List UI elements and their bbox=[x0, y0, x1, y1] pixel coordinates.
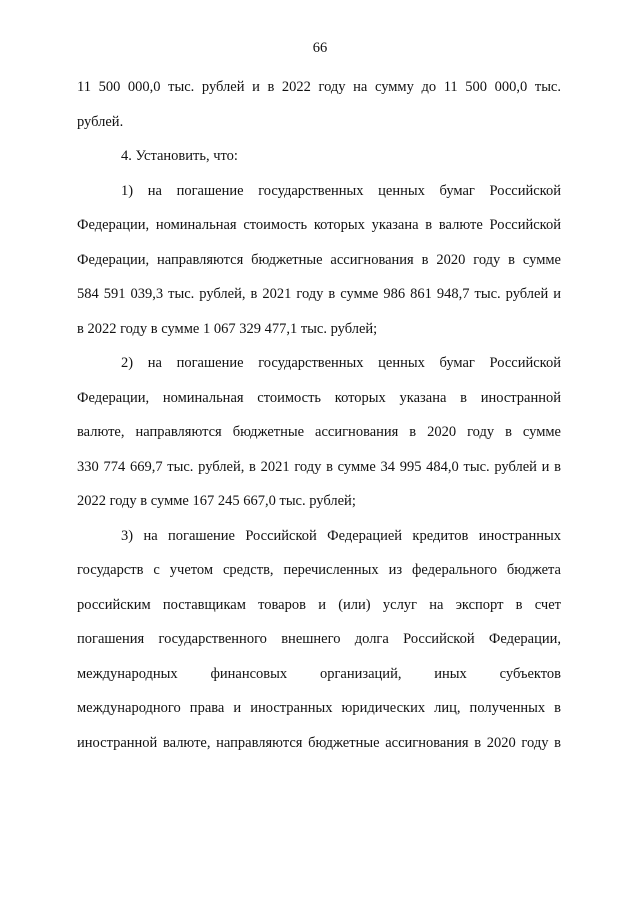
text-line: 3) на погашение Российской Федерацией кредитов иностранных bbox=[121, 527, 561, 544]
text-line: Федерации, номинальная стоимость которых указана в валюте Российской bbox=[77, 217, 561, 233]
text-line: 1) на погашение государственных ценных бумаг Российской bbox=[121, 182, 561, 199]
document-body bbox=[77, 70, 561, 760]
text-line: 584 591 039,3 тыс. рублей, в 2021 году в сумме 986 861 948,7 тыс. рублей и bbox=[77, 286, 561, 302]
text-line: 2022 году в сумме 167 245 667,0 тыс. рублей; bbox=[77, 493, 356, 509]
text-line: международного права и иностранных юридических лиц, полученных в bbox=[77, 700, 561, 716]
text-line: российским поставщикам товаров и (или) услуг на экспорт в счет bbox=[77, 596, 561, 613]
text-line: иностранной валюте, направляются бюджетные ассигнования в 2020 году в bbox=[77, 734, 561, 751]
text-line: 2) на погашение государственных ценных бумаг Российской bbox=[121, 355, 561, 371]
text-line: 330 774 669,7 тыс. рублей, в 2021 году в сумме 34 995 484,0 тыс. рублей и в bbox=[77, 458, 561, 475]
text-line: в 2022 году в сумме 1 067 329 477,1 тыс. рублей; bbox=[77, 320, 378, 337]
page-number: 66 bbox=[312, 40, 328, 56]
text-line: валюте, направляются бюджетные ассигнования в 2020 году в сумме bbox=[77, 424, 561, 440]
text-line: международных финансовых организаций, иных субъектов bbox=[77, 665, 561, 682]
text-line: рублей. bbox=[77, 113, 124, 130]
text-line: погашения государственного внешнего долга Российской Федерации, bbox=[77, 631, 561, 647]
text-line: 4. Установить, что: bbox=[121, 148, 238, 164]
text-line: 11 500 000,0 тыс. рублей и в 2022 году на сумму до 11 500 000,0 тыс. bbox=[77, 79, 561, 95]
text-line: государств с учетом средств, перечисленных из федерального бюджета bbox=[77, 562, 561, 578]
text-line: Федерации, номинальная стоимость которых указана в иностранной bbox=[77, 389, 561, 406]
text-line: Федерации, направляются бюджетные ассигнования в 2020 году в сумме bbox=[77, 251, 561, 268]
